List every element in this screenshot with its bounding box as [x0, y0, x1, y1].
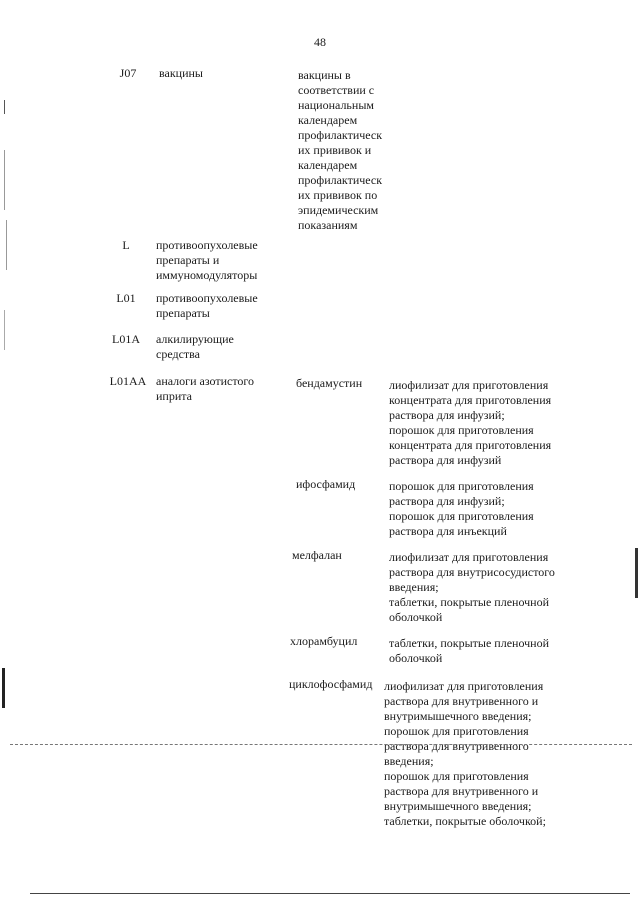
dosage-forms: лиофилизат для приготовления раствора для внутрисосудистого введения; таблетки, покрытые пленочной оболочкой: [389, 550, 555, 624]
atc-code: J07: [119, 66, 137, 80]
scan-artifact: [4, 310, 5, 350]
drug-inn: мелфалан: [292, 548, 342, 562]
vaccine-note: вакцины в соответствии с национальным календарем профилактическ их прививок и календарем профилактическ их прививок по эпидемическим показаниям: [298, 68, 383, 232]
atc-group-name: вакцины: [159, 66, 203, 80]
atc-group-name: алкилирующие средства: [156, 332, 234, 361]
atc-code: L01A: [112, 332, 140, 346]
scan-artifact: [4, 150, 5, 210]
drug-inn: хлорамбуцил: [290, 634, 358, 648]
dosage-forms: лиофилизат для приготовления концентрата для приготовления раствора для инфузий; порошок для приготовления концентрата для приготовления раствора для инфузий: [389, 378, 552, 467]
atc-group-name: противоопухолевые препараты: [156, 291, 258, 320]
page-number: 48: [314, 35, 326, 49]
scan-artifact: [2, 668, 5, 708]
atc-group-name: противоопухолевые препараты и иммуномодуляторы: [156, 238, 258, 282]
scan-artifact: [6, 220, 7, 270]
drug-inn: циклофосфамид: [289, 677, 373, 691]
scan-fold-line: [10, 744, 632, 745]
scan-artifact: [4, 100, 5, 114]
atc-group-name: аналоги азотистого иприта: [156, 374, 255, 403]
drug-inn: ифосфамид: [296, 477, 356, 491]
atc-code: L01AA: [109, 374, 147, 388]
atc-code: L01: [116, 291, 136, 305]
dosage-forms: лиофилизат для приготовления раствора для внутривенного и внутримышечного введения; порошок для приготовления раствора для внутривенного введения; порошок для приготовления раствора для внутривенного и внутримышечного введения; таблетки, покрытые оболочкой;: [384, 679, 546, 828]
atc-code: L: [122, 238, 130, 252]
drug-inn: бендамустин: [296, 376, 363, 390]
bottom-rule: [30, 893, 630, 894]
dosage-forms: таблетки, покрытые пленочной оболочкой: [389, 636, 550, 665]
scan-artifact: [635, 548, 638, 598]
dosage-forms: порошок для приготовления раствора для инфузий; порошок для приготовления раствора для инъекций: [389, 479, 534, 538]
